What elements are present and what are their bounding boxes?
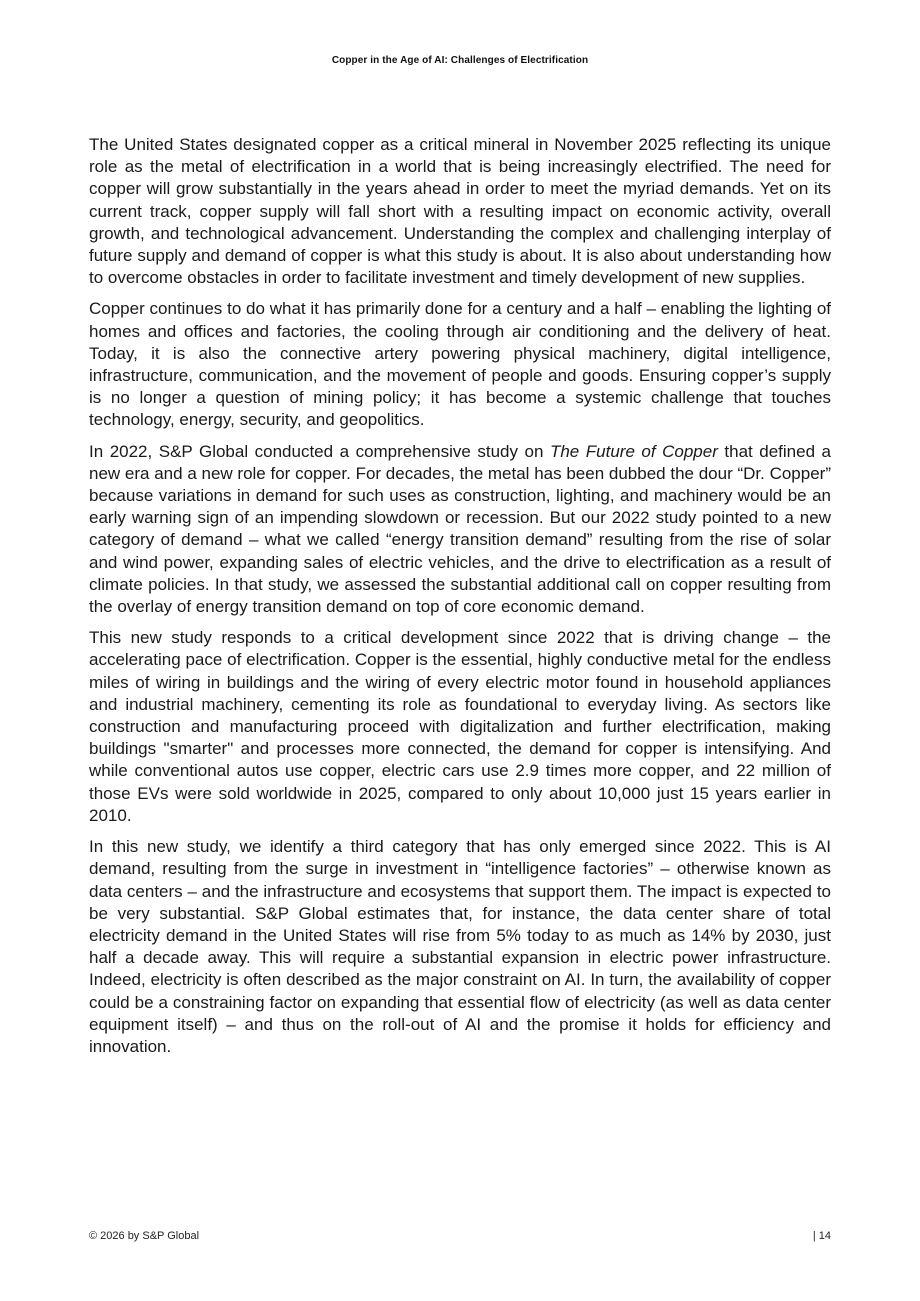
paragraph-electrification: This new study responds to a critical development since 2022 that is driving change – the accelerating pace of electrification. Copper is the essential, highly conductive metal for the endless miles of wiring in buildings and the wiring of every electric motor found in household appliances and industrial machinery, cementing its role as foundational to everyday living. As sectors like construction and manufacturing proceed with digitalization and further electrification, making buildings "smarter" and processes more connected, the demand for copper is intensifying. And while conventional autos use copper, electric cars use 2.9 times more copper, and 22 million of those EVs were sold worldwide in 2025, compared to only about 10,000 just 15 years earlier in 2010. (89, 628, 831, 825)
footer-page-number: | 14 (812, 1230, 831, 1242)
paragraph-critical-mineral: The United States designated copper as a critical mineral in November 2025 reflecting its unique role as the metal of electrification in a world that is being increasingly electrified. The need for copper will grow substantially in the years ahead in order to meet the myriad demands. Yet on its current track, copper supply will fall short with a resulting impact on economic activity, overall growth, and technological advancement. Understanding the complex and challenging interplay of future supply and demand of copper is what this study is about. It is also about understanding how to overcome obstacles in order to facilitate investment and timely development of new supplies. (89, 135, 831, 288)
body-text (89, 134, 831, 1067)
paragraph-2022-study-before: In 2022, S&P Global conducted a comprehensive study on (89, 441, 550, 461)
study-title-italic: The Future of Copper (549, 441, 718, 461)
paragraph-2022-study-after: that defined a new era and a new role for copper. For decades, the metal has been dubbed the dour “Dr. Copper” because variations in demand for such uses as construction, lighting, and machinery would be an early warning sign of an impending slowdown or recession. But our 2022 study pointed to a new category of demand – what we called “energy transition demand” resulting from the rise of solar and wind power, expanding sales of electric vehicles, and the drive to electrification as a result of climate policies. In that study, we assessed the substantial additional call on copper resulting from the overlay of energy transition demand on top of core economic demand. (89, 441, 832, 617)
running-header: Copper in the Age of AI: Challenges of Electrification (331, 55, 589, 66)
paragraph-copper-role: Copper continues to do what it has primarily done for a century and a half – enabling the lighting of homes and offices and factories, the cooling through air conditioning and the delivery of heat. Today, it is also the connective artery powering physical machinery, digital intelligence, infrastructure, communication, and the movement of people and goods. Ensuring copper’s supply is no longer a question of mining policy; it has become a systemic challenge that touches technology, energy, security, and geopolitics. (89, 299, 831, 430)
paragraph-ai-demand: In this new study, we identify a third category that has only emerged since 2022. This is AI demand, resulting from the surge in investment in “intelligence factories” – otherwise known as data centers – and the infrastructure and ecosystems that support them. The impact is expected to be very substantial. S&P Global estimates that, for instance, the data center share of total electricity demand in the United States will rise from 5% today to as much as 14% by 2030, just half a decade away. This will require a substantial expansion in electric power infrastructure. Indeed, electricity is often described as the major constraint on AI. In turn, the availability of copper could be a constraining factor on expanding that essential flow of electricity (as well as data center equipment itself) – and thus on the roll-out of AI and the promise it holds for efficiency and innovation. (89, 837, 831, 1056)
footer-copyright: © 2026 by S&P Global (89, 1230, 200, 1242)
paragraph-2022-study (89, 441, 831, 619)
